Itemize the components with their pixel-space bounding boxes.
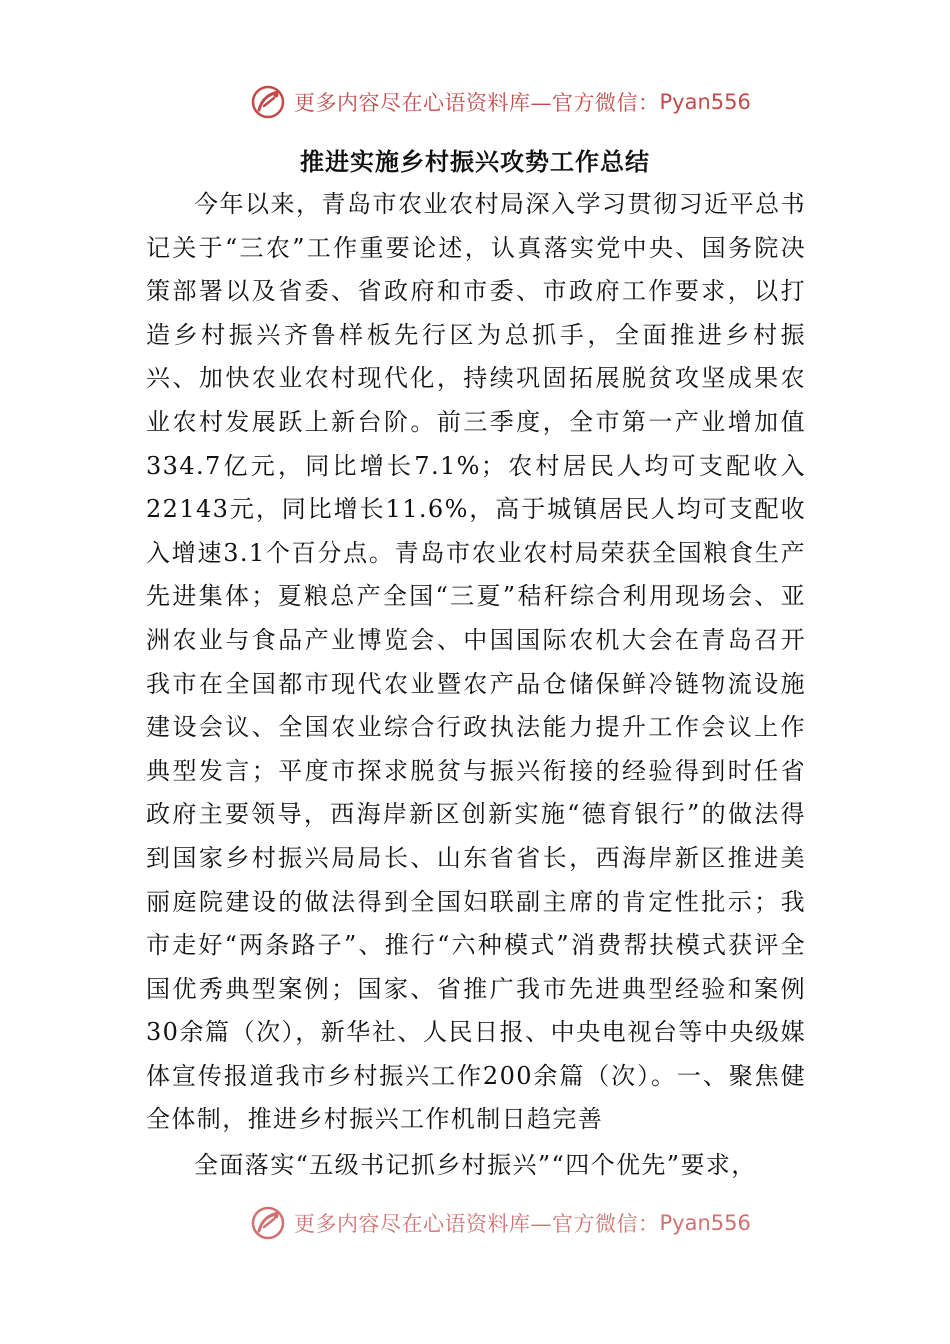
brand-logo-icon [250,84,286,120]
body-paragraph: 今年以来，青岛市农业农村局深入学习贯彻习近平总书记关于“三农”工作重要论述，认真落实党中央、国务院决策部署以及省委、省政府和市委、市政府工作要求，以打造乡村振兴齐鲁样板先行区为总抓手，全面推进乡村振兴、加快农业农村现代化，持续巩固拓展脱贫攻坚成果农业农村发展跃上新台阶。前三季度，全市第一产业增加值334.7亿元，同比增长7.1%；农村居民人均可支配收入22143元，同比增长11.6%，高于城镇居民人均可支配收入增速3.1个百分点。青岛市农业农村局荣获全国粮食生产先进集体；夏粮总产全国“三夏”秸秆综合利用现场会、亚洲农业与食品产业博览会、中国国际农机大会在青岛召开我市在全国都市现代农业暨农产品仓储保鲜冷链物流设施建设会议、全国农业综合行政执法能力提升工作会议上作典型发言；平度市探求脱贫与振兴衔接的经验得到时任省政府主要领导，西海岸新区创新实施“德育银行”的做法得到国家乡村振兴局局长、山东省省长，西海岸新区推进美丽庭院建设的做法得到全国妇联副主席的肯定性批示；我市走好“两条路子”、推行“六种模式”消费帮扶模式获评全国优秀典型案例；国家、省推广我市先进典型经验和案例30余篇（次），新华社、人民日报、中央电视台等中央级媒体宣传报道我市乡村振兴工作200余篇（次）。一、聚焦健全体制，推进乡村振兴工作机制日趋完善 [146,190,806,1134]
document-title: 推进实施乡村振兴攻势工作总结 [300,148,650,176]
header-banner-text: 更多内容尽在心语资料库—官方微信： [294,91,660,115]
footer-banner-text: 更多内容尽在心语资料库—官方微信： [294,1212,660,1236]
header-watermark-banner [250,82,751,122]
body-paragraph: 全面落实“五级书记抓乡村振兴”“四个优先”要求， [194,1151,757,1180]
footer-banner-wechat-id: Pyan556 [659,1211,751,1235]
document-body [146,183,806,1188]
brand-logo-icon [250,1206,286,1240]
header-banner-wechat-id: Pyan556 [659,90,751,114]
footer-watermark-banner [250,1206,751,1240]
